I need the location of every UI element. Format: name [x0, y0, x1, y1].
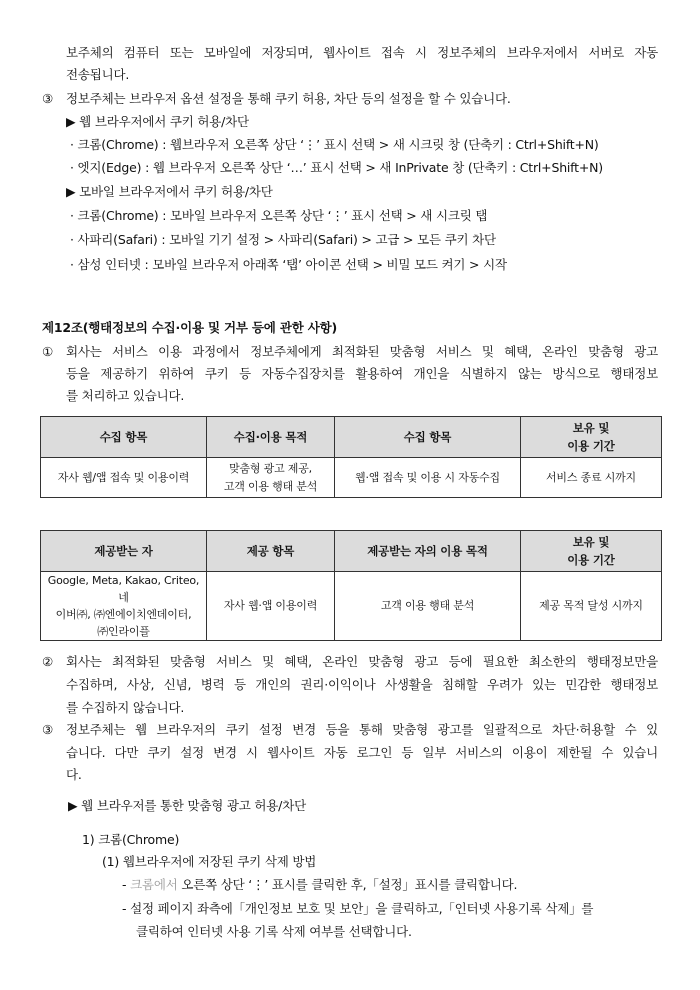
- step-1-text: 오른쪽 상단 ‘⋮’ 표시를 클릭한 후,「설정」표시를 클릭합니다.: [177, 877, 518, 892]
- collection-table-header-row: [41, 417, 662, 458]
- cell-purpose-line-2: 고객 이용 행태 분석: [223, 479, 318, 493]
- cell-recipients-line-2: 이버㈜, ㈜엔에이치엔데이터,: [55, 608, 192, 621]
- header-retention-line-2: 이용 기간: [567, 439, 615, 453]
- step-2-line-2: 클릭하여 인터넷 사용 기록 삭제 여부를 선택합니다.: [136, 924, 412, 939]
- third-party-table-header-row: [41, 531, 662, 572]
- web-browser-heading: ▶ 웹 브라우저에서 쿠키 허용/차단: [66, 114, 249, 129]
- table-row: [41, 458, 662, 498]
- p2-line-2: 수집하며, 사상, 신념, 병력 등 개인의 권리·이익이나 사생활을 침해할 우려가 있는 민감한 행태정보: [66, 677, 658, 692]
- p2-line-3: 를 수집하지 않습니다.: [66, 700, 185, 715]
- p3-line-2: 습니다. 다만 쿠키 설정 변경 시 웹사이트 자동 로그인 등 일부 서비스의 이용이 제한될 수 있습니: [66, 745, 658, 760]
- mobile-item-safari: · 사파리(Safari) : 모바일 기기 설정 > 사파리(Safari) > 고급 > 모든 쿠키 차단: [70, 232, 496, 247]
- header-retention-period: [521, 417, 662, 458]
- cell-provided-items: 자사 웹·앱 이용이력: [207, 572, 335, 641]
- header-collection-item: 수집 항목: [41, 417, 207, 458]
- mobile-item-chrome: · 크롬(Chrome) : 모바일 브라우저 오른쪽 상단 ‘⋮’ 표시 선택 > 새 시크릿 탭: [70, 208, 488, 223]
- article-12-title: 제12조(행태정보의 수집·이용 및 거부 등에 관한 사항): [42, 320, 337, 335]
- cell-retention: 서비스 종료 시까지: [521, 458, 662, 498]
- header-retention-line-2: 이용 기간: [567, 553, 615, 567]
- cell-recipients-line-3: ㈜인라이플: [97, 625, 150, 638]
- web-item-chrome: · 크롬(Chrome) : 웹브라우저 오른쪽 상단 ‘⋮’ 표시 선택 > 새 시크릿 창 (단축키 : Ctrl+Shift+N): [70, 137, 599, 152]
- cell-recipient-purpose: 고객 이용 행태 분석: [335, 572, 521, 641]
- header-retention-period-2: [521, 531, 662, 572]
- cell-retention-2: 제공 목적 달성 시까지: [521, 572, 662, 641]
- step-1-gray-text: 크롬에서: [130, 877, 178, 892]
- cell-collection-method: 웹·앱 접속 및 이용 시 자동수집: [335, 458, 521, 498]
- third-party-table: [40, 530, 662, 641]
- p2-line-1: 회사는 최적화된 맞춤형 서비스 및 혜택, 온라인 맞춤형 광고 등에 필요한 최소한의 행태정보만을: [66, 654, 658, 669]
- mobile-browser-heading: ▶ 모바일 브라우저에서 쿠키 허용/차단: [66, 184, 273, 199]
- item-marker-3: ③: [42, 91, 54, 106]
- article-12-p1-line-1: 회사는 서비스 이용 과정에서 정보주체에게 최적화된 맞춤형 서비스 및 혜택, 온라인 맞춤형 광고: [66, 344, 658, 359]
- p3-marker: ③: [42, 722, 54, 737]
- p3-line-3: 다.: [66, 767, 82, 782]
- cell-collected-data: 자사 웹/앱 접속 및 이용이력: [41, 458, 207, 498]
- chrome-cookie-delete-heading: (1) 웹브라우저에 저장된 쿠키 삭제 방법: [102, 854, 317, 869]
- table-row: [41, 572, 662, 641]
- header-retention-line-1: 보유 및: [572, 535, 610, 549]
- cell-purpose-line-1: 맞춤형 광고 제공,: [229, 461, 312, 475]
- step-2-line-1: - 설정 페이지 좌측에「개인정보 보호 및 보안」을 클릭하고,「인터넷 사용기록 삭제」를: [122, 901, 594, 916]
- header-purpose: 수집·이용 목적: [207, 417, 335, 458]
- p3-line-1: 정보주체는 웹 브라우저의 쿠키 설정 변경 등을 통해 맞춤형 광고를 일괄적으로 차단·허용할 수 있: [66, 722, 658, 737]
- header-recipient: 제공받는 자: [41, 531, 207, 572]
- header-recipient-purpose: 제공받는 자의 이용 목적: [335, 531, 521, 572]
- p2-marker: ②: [42, 654, 54, 669]
- article-12-p1-line-3: 를 처리하고 있습니다.: [66, 388, 185, 403]
- chrome-heading: 1) 크롬(Chrome): [82, 832, 180, 847]
- header-collection-item-2: 수집 항목: [335, 417, 521, 458]
- cell-recipients: [41, 572, 207, 641]
- cell-recipients-line-1: Google, Meta, Kakao, Criteo, 네: [47, 574, 200, 604]
- ads-browser-heading: ▶ 웹 브라우저를 통한 맞춤형 광고 허용/차단: [68, 798, 306, 813]
- article-12-p1-line-2: 등을 제공하기 위하여 쿠키 등 자동수집장치를 활용하여 개인을 식별하지 않는 방식으로 행태정보: [66, 366, 658, 381]
- article-12-p1-marker: ①: [42, 344, 54, 359]
- item-3-text: 정보주체는 브라우저 옵션 설정을 통해 쿠키 허용, 차단 등의 설정을 할 수 있습니다.: [66, 91, 511, 106]
- step-1: [122, 874, 517, 896]
- header-retention-line-1: 보유 및: [572, 421, 610, 435]
- header-provided-items: 제공 항목: [207, 531, 335, 572]
- collection-table: [40, 416, 662, 498]
- intro-line-1: 보주체의 컴퓨터 또는 모바일에 저장되며, 웹사이트 접속 시 정보주체의 브라우저에서 서버로 자동: [66, 45, 658, 60]
- step-1-dash: -: [122, 877, 131, 892]
- web-item-edge: · 엣지(Edge) : 웹 브라우저 오른쪽 상단 ‘…’ 표시 선택 > 새 InPrivate 창 (단축키 : Ctrl+Shift+N): [70, 160, 603, 175]
- mobile-item-samsung: · 삼성 인터넷 : 모바일 브라우저 아래쪽 ‘탭’ 아이콘 선택 > 비밀 모드 켜기 > 시작: [70, 257, 507, 272]
- cell-purpose: [207, 458, 335, 498]
- intro-line-2: 전송됩니다.: [66, 67, 130, 82]
